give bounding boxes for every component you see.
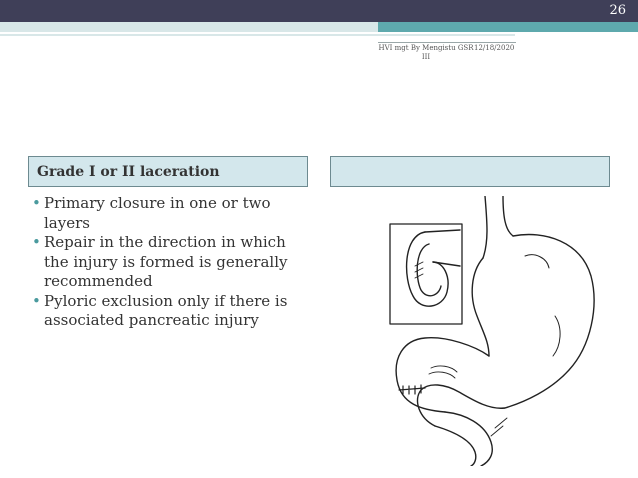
suture-line: [399, 385, 425, 394]
esophagus-left: [483, 196, 487, 258]
footer-divider: [378, 42, 516, 43]
stomach-duodenum-repair-drawing-icon: [385, 196, 610, 466]
inset-loop-ends: [425, 230, 460, 266]
accent-bar-left: [0, 22, 378, 32]
duodenum-lower-outer: [445, 412, 492, 466]
slide-number: 26: [609, 3, 626, 18]
duodenum-lower-inner: [435, 426, 476, 466]
bullet-item-1: • Primary closure in one or two layers: [32, 194, 312, 233]
lower-shading: [491, 418, 507, 436]
inset-frame: [390, 224, 462, 324]
left-header-box: [28, 156, 308, 187]
top-bar: [0, 0, 638, 22]
stomach-lesser-curve: [472, 258, 489, 356]
inset-hatch: [415, 262, 423, 278]
right-header-box: [330, 156, 610, 187]
bullet-item-3: • Pyloric exclusion only if there is associated pancreatic injury: [32, 292, 312, 331]
stomach-fold-1: [525, 255, 549, 268]
duodenum-inner: [417, 385, 505, 426]
bullet-item-2: • Repair in the direction in which the injury is formed is generally recommended: [32, 233, 312, 292]
footer-author: HVI mgt By Mengistu GSR III: [378, 44, 474, 61]
divider-line: [0, 34, 515, 36]
accent-bar: [0, 22, 638, 32]
footer-date: 12/18/2020: [474, 44, 515, 52]
bullet-list: [32, 194, 312, 331]
esophagus-right: [503, 196, 513, 236]
accent-bar-right: [378, 22, 638, 32]
stomach-greater-curve: [505, 235, 594, 408]
inset-loop-inner: [417, 244, 441, 296]
stomach-fold-2: [553, 316, 560, 356]
left-header-title: Grade I or II laceration: [37, 164, 220, 180]
duodenum-shading: [429, 366, 457, 378]
